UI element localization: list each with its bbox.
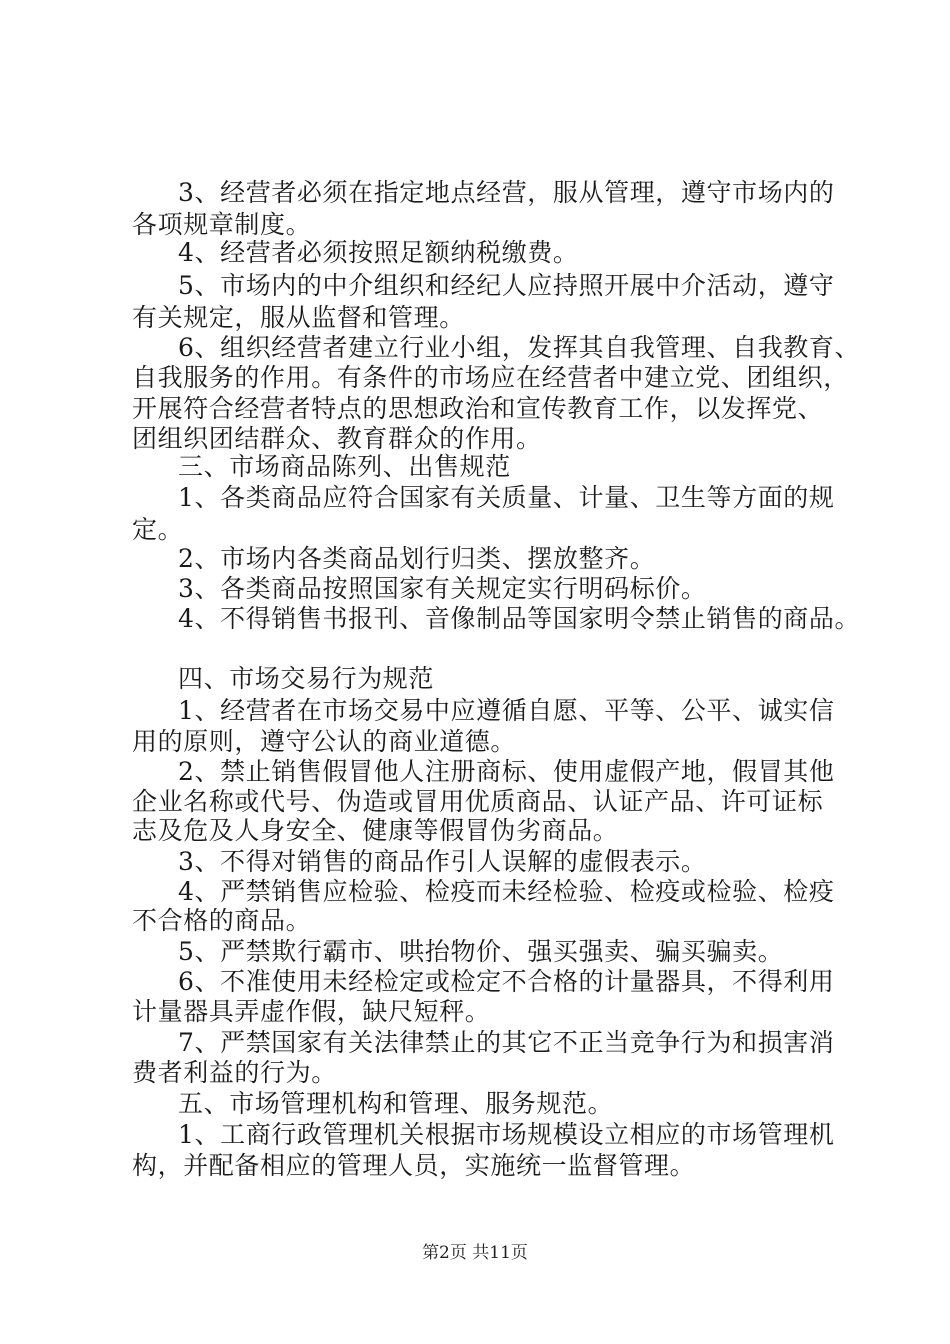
paragraph-line: 定。 [132,515,184,544]
paragraph-line: 5、严禁欺行霸市、哄抬物价、强买强卖、骗买骗卖。 [178,937,784,966]
section-heading: 三、市场商品陈列、出售规范 [178,452,511,481]
paragraph-line: 计量器具弄虚作假，缺尺短秤。 [132,997,491,1026]
paragraph-line: 5、市场内的中介组织和经纪人应持照开展中介活动，遵守 [178,271,835,300]
paragraph-line: 费者利益的行为。 [132,1058,337,1087]
paragraph-line: 1、各类商品应符合国家有关质量、计量、卫生等方面的规 [178,483,835,512]
paragraph-line: 2、市场内各类商品划行归类、摆放整齐。 [178,544,656,573]
paragraph-line: 用的原则，遵守公认的商业道德。 [132,727,517,756]
paragraph-line: 4、严禁销售应检验、检疫而未经检验、检疫或检验、检疫 [178,877,835,906]
page-number-footer: 第2页 共11页 [422,1243,528,1263]
paragraph-line: 3、各类商品按照国家有关规定实行明码标价。 [178,574,707,603]
section-heading: 四、市场交易行为规范 [178,664,435,693]
section-heading: 五、市场管理机构和管理、服务规范。 [178,1089,614,1118]
paragraph-line: 有关规定，服从监督和管理。 [132,303,465,332]
paragraph-line: 3、不得对销售的商品作引人误解的虚假表示。 [178,847,707,876]
paragraph-line: 1、工商行政管理机关根据市场规模设立相应的市场管理机 [178,1120,835,1149]
paragraph-line: 企业名称或代号、伪造或冒用优质商品、认证产品、许可证标 [132,787,824,816]
paragraph-line: 开展符合经营者特点的思想政治和宣传教育工作，以发挥党、 [132,394,824,423]
paragraph-line: 6、不准使用未经检定或检定不合格的计量器具，不得利用 [178,967,835,996]
paragraph-line: 4、经营者必须按照足额纳税缴费。 [178,238,579,267]
paragraph-line: 各项规章制度。 [132,210,312,239]
paragraph-line: 团组织团结群众、教育群众的作用。 [132,424,542,453]
paragraph-line: 志及危及人身安全、健康等假冒伪劣商品。 [132,816,619,845]
paragraph-line: 1、经营者在市场交易中应遵循自愿、平等、公平、诚实信 [178,696,835,725]
paragraph-line: 不合格的商品。 [132,906,312,935]
paragraph-line: 2、禁止销售假冒他人注册商标、使用虚假产地，假冒其他 [178,757,835,786]
paragraph-line: 自我服务的作用。有条件的市场应在经营者中建立党、团组织， [132,363,849,392]
paragraph-line: 7、严禁国家有关法律禁止的其它不正当竞争行为和损害消 [178,1028,835,1057]
paragraph-line: 构，并配备相应的管理人员，实施统一监督管理。 [132,1151,696,1180]
paragraph-line: 4、不得销售书报刊、音像制品等国家明令禁止销售的商品。 [178,604,861,633]
paragraph-line: 6、组织经营者建立行业小组，发挥其自我管理、自我教育、 [178,333,861,362]
paragraph-line: 3、经营者必须在指定地点经营，服从管理，遵守市场内的 [178,178,835,207]
